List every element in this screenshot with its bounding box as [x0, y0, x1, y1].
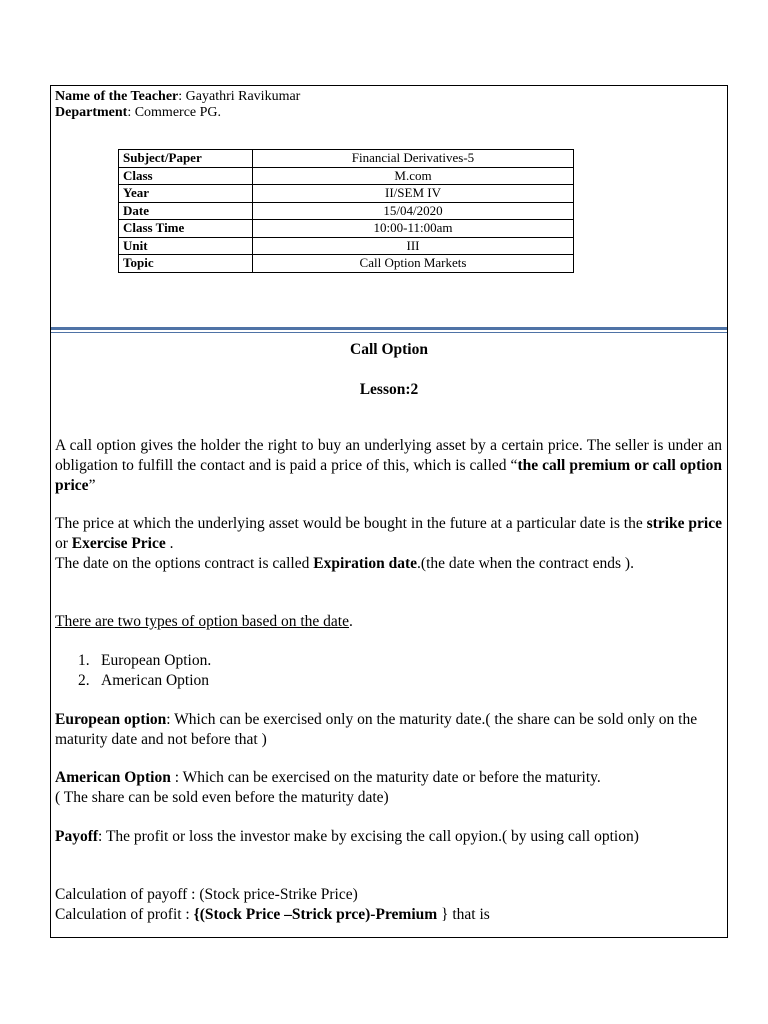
calc-profit-formula: {(Stock Price –Strick prce)-Premium [193, 906, 438, 923]
table-row [119, 185, 574, 203]
types-heading-period: . [348, 613, 353, 630]
expiration-text-2: .(the date when the contract ends ). [417, 555, 634, 572]
table-row [119, 167, 574, 185]
payoff-paragraph [55, 827, 722, 847]
list-item-label: European Option. [101, 652, 212, 669]
list-item [78, 651, 90, 671]
row-key: Year [119, 185, 253, 203]
strike-price-term: strike price [646, 515, 722, 532]
table-row [119, 237, 574, 255]
european-option-paragraph [55, 710, 722, 750]
calc-profit-text-1: Calculation of profit : [55, 906, 194, 923]
row-key: Subject/Paper [119, 150, 253, 168]
strike-text-1: The price at which the underlying asset would be bought in the future at a particular date is the [55, 515, 647, 532]
expiration-date-term: Expiration date [313, 555, 418, 572]
row-value: Financial Derivatives-5 [253, 150, 574, 168]
row-key: Unit [119, 237, 253, 255]
american-option-text: : Which can be exercised on the maturity date or before the maturity. [170, 769, 601, 786]
row-value: II/SEM IV [253, 185, 574, 203]
american-option-term: American Option [55, 769, 171, 786]
table-row [119, 202, 574, 220]
types-heading-text: There are two types of option based on the date [55, 613, 349, 630]
department-line [55, 105, 221, 121]
american-option-paragraph [55, 768, 722, 808]
row-value: 15/04/2020 [253, 202, 574, 220]
payoff-text: : The profit or loss the investor make by excising the call opyion.( by using call option) [98, 828, 639, 845]
list-number: 1. [78, 652, 90, 669]
european-option-text: : Which can be exercised only on the maturity date.( the share can be sold only on the maturity date and not before that ) [55, 711, 698, 748]
row-value: Call Option Markets [253, 255, 574, 273]
department-value: : Commerce PG. [127, 105, 222, 120]
american-option-note: ( The share can be sold even before the maturity date) [55, 789, 389, 806]
table-row [119, 255, 574, 273]
expiration-paragraph [55, 554, 722, 574]
page-title: Call Option [350, 341, 428, 358]
row-key: Class [119, 167, 253, 185]
intro-bold: the call premium or call option price [55, 457, 722, 494]
european-option-term: European option [55, 711, 167, 728]
exercise-price-term: Exercise Price [71, 535, 166, 552]
intro-text: A call option gives the holder the right to buy an underlying asset by a certain price. The seller is under an obligation to fulfill the contact and is paid a price of this, which is called “ [55, 437, 722, 474]
payoff-term: Payoff [55, 828, 99, 845]
row-value: III [253, 237, 574, 255]
teacher-value: : Gayathri Ravikumar [178, 89, 301, 104]
types-heading [55, 612, 722, 632]
row-value: 10:00-11:00am [253, 220, 574, 238]
intro-paragraph [55, 436, 722, 496]
strike-price-paragraph [55, 514, 722, 554]
row-key: Topic [119, 255, 253, 273]
section-divider-thin [51, 332, 727, 333]
calc-profit-line [55, 905, 722, 925]
list-number: 2. [78, 672, 90, 689]
table-row [119, 220, 574, 238]
intro-end: ” [88, 477, 96, 494]
section-divider [51, 327, 727, 330]
calc-profit-text-2: } that is [437, 906, 490, 923]
class-info-table [118, 149, 574, 273]
row-value: M.com [253, 167, 574, 185]
row-key: Class Time [119, 220, 253, 238]
teacher-line [55, 89, 300, 105]
teacher-label: Name of the Teacher [55, 89, 179, 104]
list-item [78, 671, 90, 691]
strike-text-3: . [165, 535, 174, 552]
table-row [119, 150, 574, 168]
strike-text-2: or [55, 535, 72, 552]
calc-payoff-line: Calculation of payoff : (Stock price-Strike Price) [55, 886, 358, 903]
lesson-label: Lesson:2 [359, 381, 419, 398]
row-key: Date [119, 202, 253, 220]
list-item-label: American Option [101, 672, 210, 689]
expiration-text-1: The date on the options contract is called [55, 555, 314, 572]
department-label: Department [55, 105, 128, 120]
